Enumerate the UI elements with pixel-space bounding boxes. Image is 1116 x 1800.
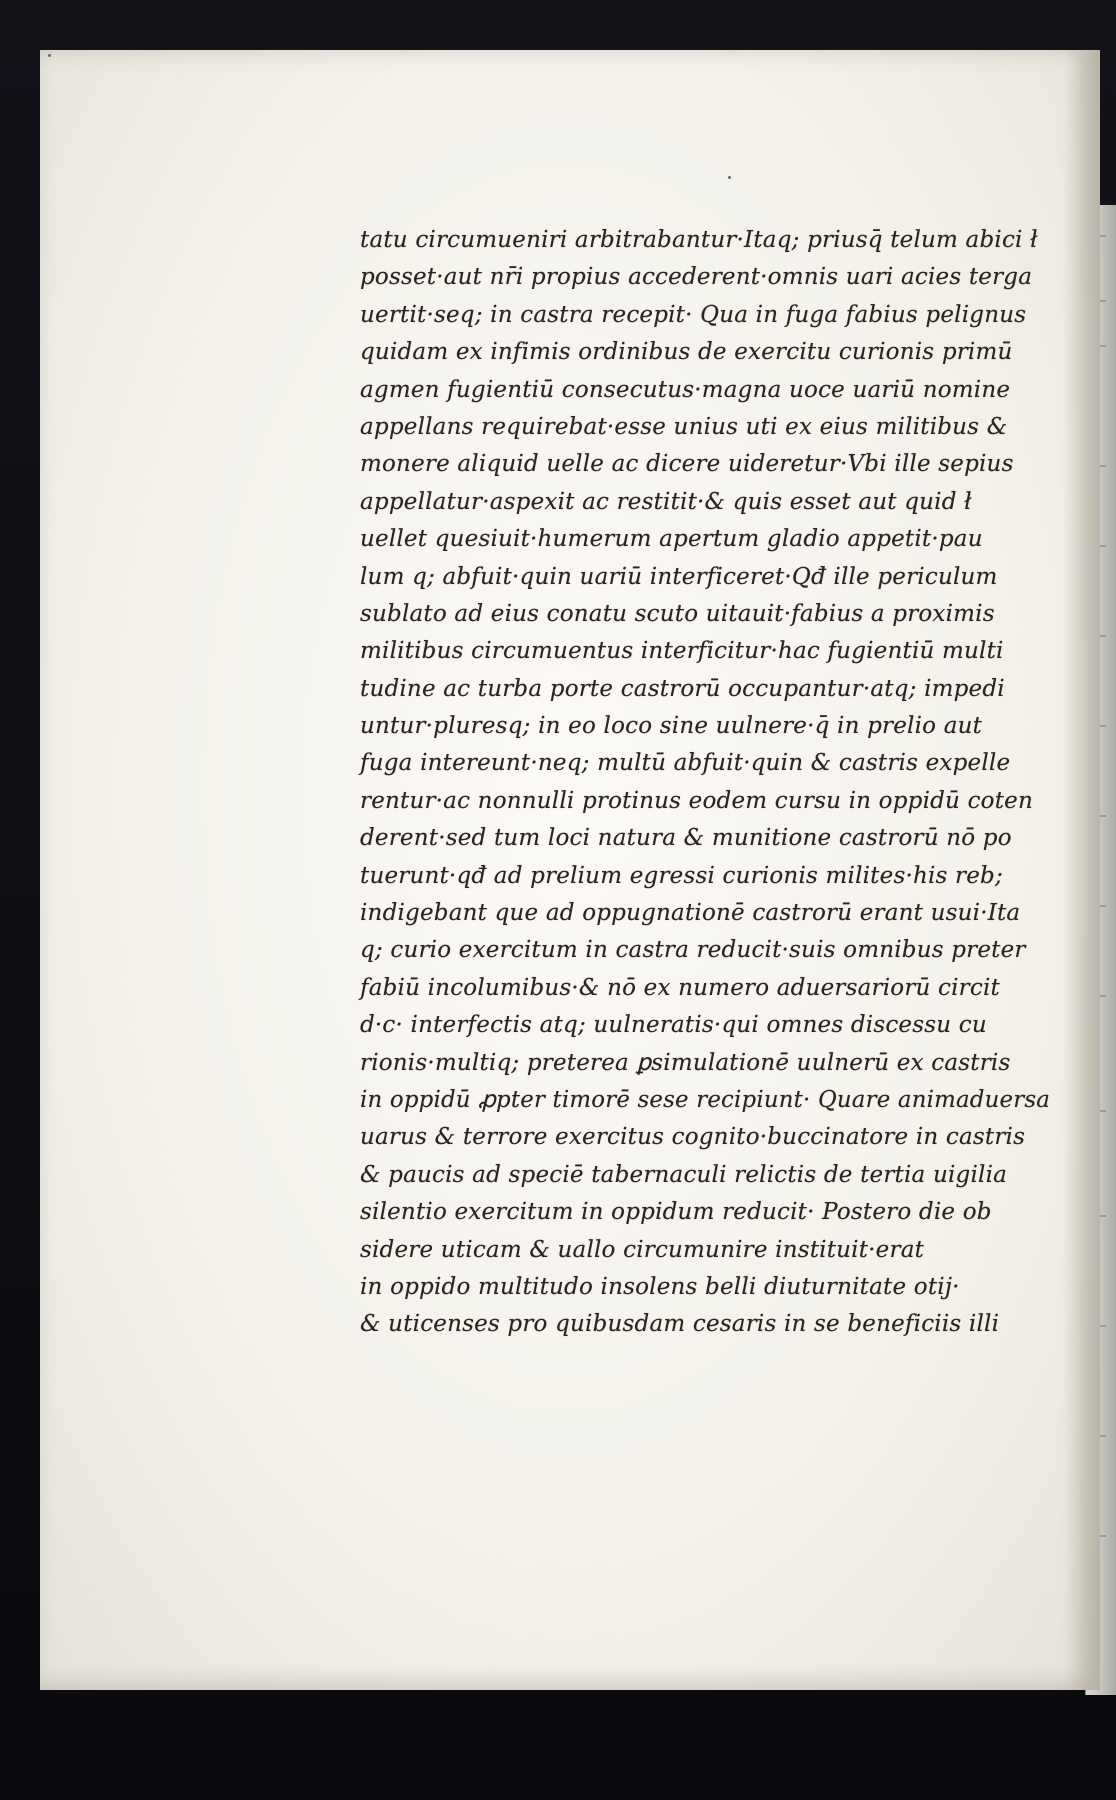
text-line: tatu circumueniri arbitrabantur·Itaq; priusq̄ telum abici ł: [360, 227, 1038, 253]
text-line: uarus & terrore exercitus cognito·buccinatore in castris: [360, 1124, 1026, 1151]
text-line: q; curio exercitum in castra reducit·suis omnibus preter: [360, 937, 1026, 964]
text-line: tudine ac turba porte castrorū occupantur·atq; impedi: [360, 675, 1005, 702]
text-line: in oppido multitudo insolens belli diuturnitate otij·: [360, 1273, 960, 1300]
text-line: tuerunt·qđ ad prelium egressi curionis milites·his reb;: [360, 862, 1003, 889]
text-line: d·c· interfectis atq; uulneratis·qui omnes discessu cu: [360, 1012, 987, 1039]
text-line: indigebant que ad oppugnationē castrorū erant usui·Ita: [360, 900, 1021, 927]
text-line: uellet quesiuit·humerum apertum gladio appetit·pau: [360, 526, 983, 553]
text-line: silentio exercitum in oppidum reducit· Postero die ob: [360, 1199, 992, 1226]
text-line: derent·sed tum loci natura & munitione castrorū nō po: [360, 825, 1012, 852]
text-line: quidam ex infimis ordinibus de exercitu curionis primū: [360, 339, 1013, 366]
text-line: untur·pluresq; in eo loco sine uulnere·q̄ in prelio aut: [360, 713, 983, 740]
manuscript-text-block: [360, 222, 1080, 1344]
text-line: appellans requirebat·esse unius uti ex eius militibus &: [360, 413, 1008, 440]
page-speck: [48, 54, 51, 57]
text-line: & paucis ad speciē tabernaculi relictis de tertia uigilia: [360, 1161, 1008, 1188]
text-line: militibus circumuentus interficitur·hac fugientiū multi: [360, 638, 1004, 665]
text-line: agmen fugientiū consecutus·magna uoce uariū nomine: [360, 376, 1011, 403]
text-line: lum q; abfuit·quin uariū interficeret·Qđ ille periculum: [360, 563, 998, 590]
text-line: rionis·multiq; preterea ꝑsimulationē uulnerū ex castris: [360, 1049, 1011, 1076]
text-line: rentur·ac nonnulli protinus eodem cursu in oppidū coten: [360, 787, 1033, 814]
text-line: appellatur·aspexit ac restitit·& quis esset aut quid ł: [360, 488, 972, 515]
text-line: uertit·seq; in castra recepit· Qua in fuga fabius pelignus: [360, 301, 1027, 328]
text-line: sidere uticam & uallo circumunire instituit·erat: [360, 1236, 925, 1263]
text-line: fabiū incolumibus·& nō ex numero aduersariorū circit: [360, 974, 1000, 1001]
text-line: fuga intereunt·neq; multū abfuit·quin & castris expelle: [360, 750, 1011, 777]
text-line: monere aliquid uelle ac dicere uideretur·Vbi ille sepius: [360, 451, 1014, 478]
text-line: & uticenses pro quibusdam cesaris in se beneficiis illi: [360, 1311, 1000, 1338]
text-line: sublato ad eius conatu scuto uitauit·fabius a proximis: [360, 600, 995, 627]
text-line: in oppidū ꝓpter timorē sese recipiunt· Quare animaduersa: [360, 1086, 1051, 1113]
text-line: posset·aut nr̄i propius accederent·omnis uari acies terga: [360, 264, 1033, 291]
page-speck: [728, 176, 731, 179]
